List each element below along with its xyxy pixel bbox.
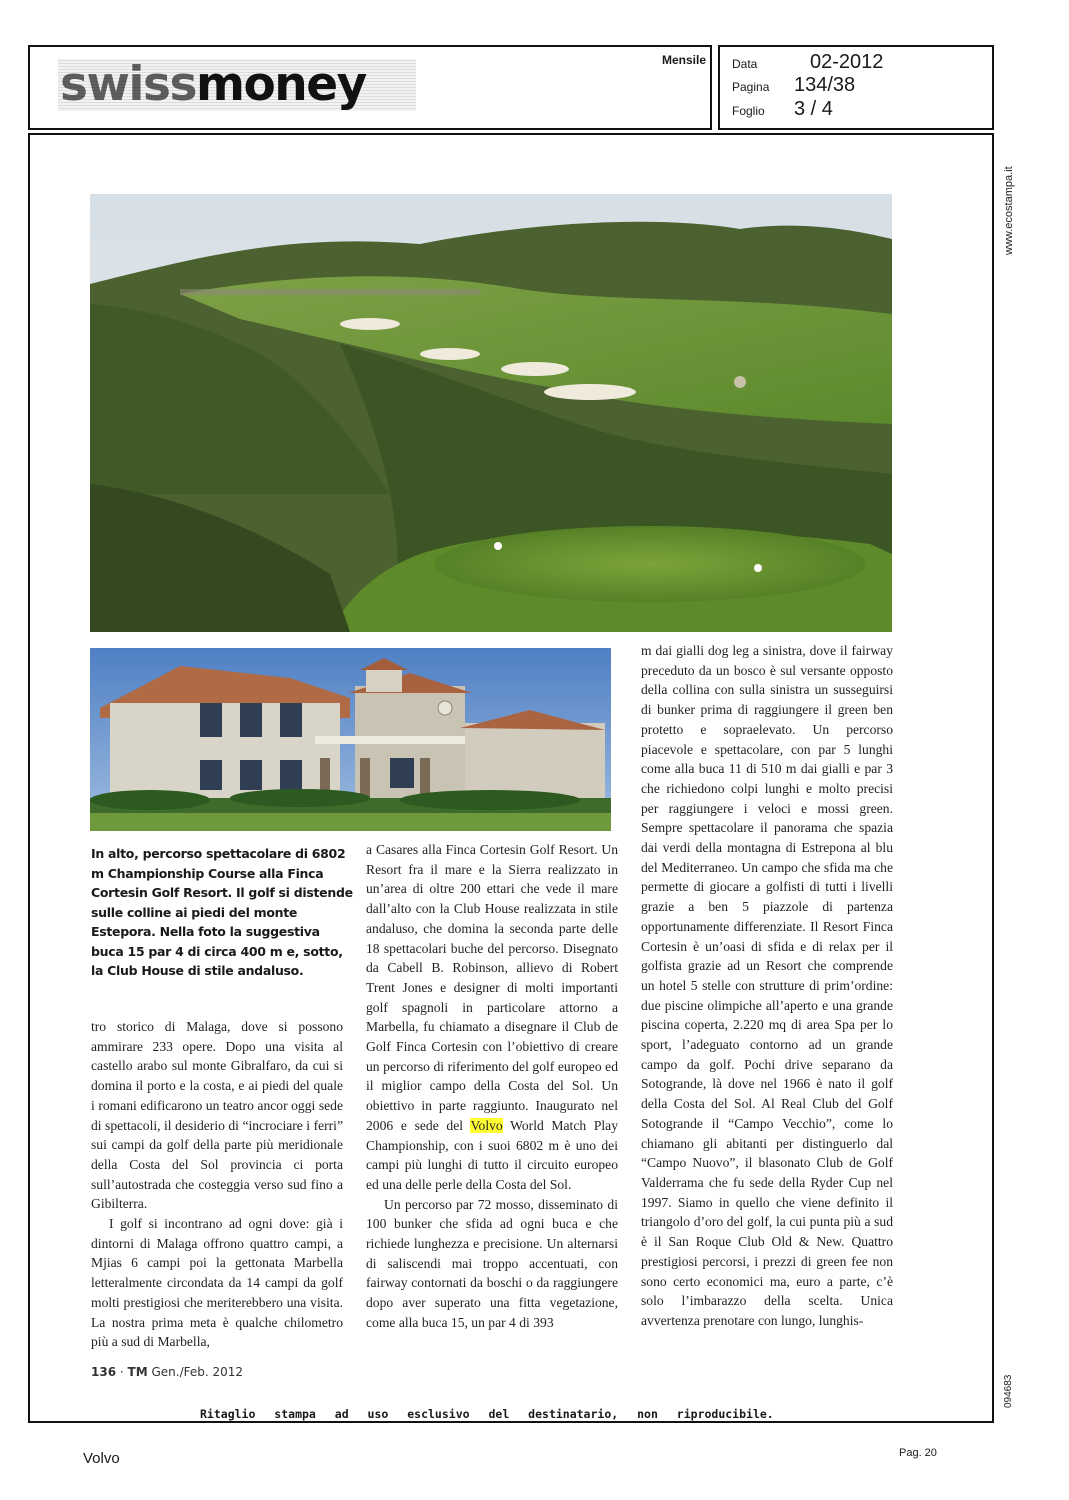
data-value: 02-2012 [810, 51, 884, 73]
col2-paragraph-2: Un percorso par 72 mosso, disseminato di 100 bunker che sfida ad ogni buca e che richiede lunghezza e precisione. Un alternarsi di saliscendi mai troppo accentuati, con fairway contornati da boschi o da raggiungere dopo aver superato una fitta vegetazione, come alla buca 15, un par 4 di 393 [366, 1196, 618, 1330]
swissmoney-logo [58, 59, 416, 111]
col2-text-before-highlight: a Casares alla Finca Cortesin Golf Resort. Un Resort fra il mare e la Sierra realizzato in un’area di oltre 200 ettari che vede il mare dall’alto con la Club House realizzata in stile andaluso, che domina la seconda parte delle 18 spettacolari buche del percorso. Disegnato da Cabell B. Robinson, allievo di Robert Trent Jones e designer di molti importanti golf spagnoli in particolare attorno a Marbella, fu chiamato a disegnare il Club de Golf Finca Cortesin con l’obiettivo di creare un percorso di riferimento del golf europeo ed il miglior campo della Costa del Sol. Un obiettivo in parte raggiunto. Inaugurato nel 2006 e sede del [366, 842, 618, 1133]
data-label: Data [732, 57, 758, 71]
club-house-illustration [90, 648, 611, 831]
foglio-label: Foglio [732, 104, 765, 118]
article-column-3 [641, 641, 893, 1331]
ecostampa-url: www.ecostampa.it [1003, 166, 1015, 255]
article-column-1 [91, 1017, 343, 1352]
frequency-label: Mensile [661, 53, 706, 67]
footer-page-number: Pag. 20 [899, 1447, 937, 1459]
col1-paragraph-1: tro storico di Malaga, dove si possono ammirare 233 opere. Dopo una visita al castello arabo sul monte Gibralfaro, da cui si domina il porto e la costa, e ai piedi del quale i romani edificarono un teatro ancor oggi sede di spettacoli, il desiderio di “incrociare i ferri” sui campi da golf della parte più meridionale della Costa del Sol provincia ci porta sull’autostrada che costeggia verso sud fino a Gibilterra. [91, 1019, 343, 1212]
clipping-info-box [718, 45, 994, 130]
golf-course-illustration [90, 194, 892, 632]
club-house-photo [90, 648, 611, 831]
pagina-value: 134/38 [794, 74, 856, 96]
logo-part-swiss: swiss [60, 57, 196, 112]
folio-page-number: 136 [91, 1365, 117, 1379]
footer-keyword: Volvo [83, 1450, 120, 1467]
col2-paragraph-1 [366, 840, 618, 1195]
clipping-code: 094683 [1003, 1374, 1014, 1408]
col2-text-after-highlight: World Match Play Championship, con i suoi 6802 m è uno dei campi più lunghi di tutto il circuito europeo ed una delle perle della Costa del Sol. [366, 1117, 619, 1192]
pagina-label: Pagina [732, 80, 770, 94]
col1-paragraph-2: I golf si incontrano ad ogni dove: già i dintorni di Malaga offrono quattro campi, a Mjias 6 campi poi la gettonata Marbella letteralmente circondata da 14 campi da golf molti prestigiosi che meriterebbero una visita. La nostra prima meta è qualche chilometro più a sud di Marbella, [91, 1216, 343, 1350]
article-column-2 [366, 840, 618, 1333]
col3-paragraph-1: m dai gialli dog leg a sinistra, dove il fairway preceduto da un bosco è sul versante opposto della collina con sulla sinistra un susseguirsi di bunker prima di raggiungere il green ben protetto e sopraelevato. Un percorso piacevole e spettacolare, con par 5 lunghi come alla buca 11 di 510 m dai gialli e par 3 che richiedono colpi lunghi e molto precisi per raggiungere i veloci e mossi green. Sempre spettacolare il panorama che spazia dai verdi della montagna di Estrepona al blu del Mediterraneo. Un campo che sfida ma che permette di giocare a golfisti di tutti i livelli grazie a ben 5 piazzole di partenza opportunamente differenziate. Il Resort Finca Cortesin è un’oasi di sfida e di relax per il golfista grazie ad un Resort che comprende un hotel 5 stelle con strutture di prim’ordine: due piscine olimpiche all’aperto e una grande piscina coperta, 2.220 mq di area Spa per lo sport, l’adeguato contorno ad un grande campo da golf. Pochi drive separano da Sotogrande, là dove nel 1966 è nato il golf della Costa del Sol. Al Real Club del Golf Sotogrande il “Campo Vecchio”, come lo chiamano gli abitanti per distinguerlo dal “Campo Nuovo”, il blasonato Club de Golf Valderrama che fu sede della Ryder Cup nel 1997. Siamo in quello che viene definito il triangolo d’oro del golf, la cui punta più a sud è il San Roque Club Old & New. Quattro prestigiosi percorsi, i prezzi di green fee non sono certo economici ma, euro a parte, c’è solo l’imbarazzo della scelta. Unica avvertenza prenotare con lungo, lunghis- [641, 643, 893, 1328]
golf-course-photo [90, 194, 892, 632]
photo-caption: In alto, percorso spettacolare di 6802 m Championship Course alla Finca Cortesin Golf Resort. Il golf si distende sulle colline ai piedi del monte Estepora. Nella foto la suggestiva buca 15 par 4 di circa 400 m e, sotto, la Club House di stile andaluso. [91, 846, 353, 978]
folio-magazine: TM [127, 1365, 148, 1379]
page-folio: 136 · TM Gen./Feb. 2012 [91, 1365, 244, 1379]
foglio-value: 3 / 4 [794, 98, 833, 120]
masthead-box [28, 45, 712, 130]
volvo-highlight: Volvo [470, 1117, 503, 1133]
logo-part-money: money [195, 57, 366, 112]
folio-issue: Gen./Feb. 2012 [151, 1365, 244, 1379]
clipping-disclaimer: Ritaglio stampa ad uso esclusivo del destinatario, non riproducibile. [200, 1407, 774, 1421]
